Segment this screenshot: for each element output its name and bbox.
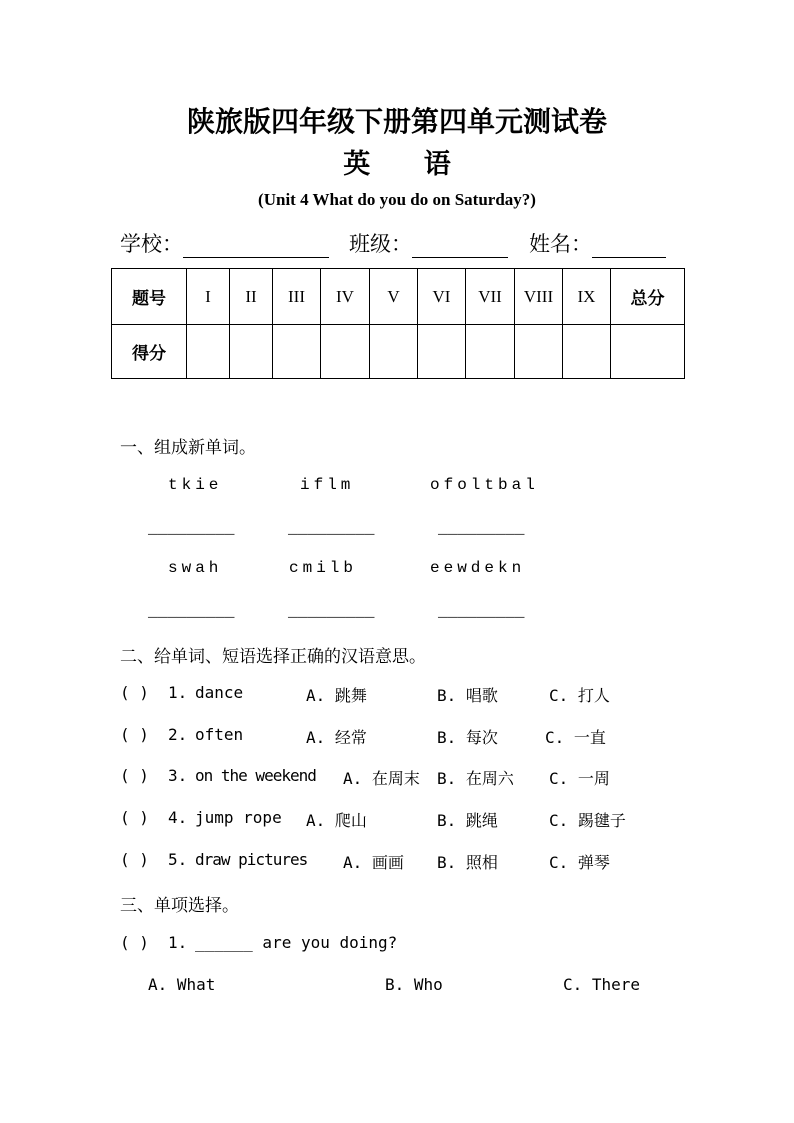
answer-blank[interactable]: _________: [438, 603, 525, 621]
score-cell[interactable]: [466, 325, 515, 379]
name-field: [529, 228, 666, 258]
scrambled-word: swah: [168, 559, 223, 577]
option-b: B. 唱歌: [437, 686, 498, 705]
option-b: B. 跳绳: [437, 811, 498, 830]
option-a: A. 画画: [343, 853, 404, 872]
score-cell[interactable]: [515, 325, 563, 379]
option-a: A. 在周末: [343, 769, 420, 788]
page-title: 陕旅版四年级下册第四单元测试卷: [186, 105, 607, 138]
class-field: [349, 228, 508, 258]
col-6: VI: [418, 269, 466, 325]
col-9: IX: [563, 269, 611, 325]
section2-heading: 二、给单词、短语选择正确的汉语意思。: [120, 647, 426, 667]
question-number: 5.: [168, 850, 188, 869]
score-table: [111, 268, 685, 379]
subject-char-2: 语: [423, 149, 451, 180]
question-word: on the weekend: [195, 766, 316, 785]
col-1: I: [187, 269, 230, 325]
question-word: dance: [195, 683, 244, 702]
option-b: B. 在周六: [437, 769, 514, 788]
section3-heading: 三、单项选择。: [120, 896, 239, 916]
option-a: A. What: [148, 975, 216, 994]
score-value-row: [112, 325, 685, 379]
answer-paren[interactable]: ( ): [120, 808, 149, 827]
option-c: C. 打人: [549, 686, 610, 705]
option-b: B. 照相: [437, 853, 498, 872]
question-text: ______ are you doing?: [195, 933, 398, 952]
answer-paren[interactable]: ( ): [120, 725, 149, 744]
scrambled-word: iflm: [300, 476, 355, 494]
col-5: V: [370, 269, 418, 325]
school-field: [120, 228, 329, 258]
scrambled-word: ofoltbal: [430, 476, 539, 494]
score-cell[interactable]: [230, 325, 273, 379]
score-cell-total[interactable]: [611, 325, 685, 379]
row-label-score: 得分: [112, 325, 187, 379]
answer-paren[interactable]: ( ): [120, 933, 149, 952]
question-number: 1.: [168, 683, 188, 702]
col-4: IV: [321, 269, 370, 325]
option-c: C. 一直: [545, 728, 606, 747]
scrambled-word: tkie: [168, 476, 223, 494]
option-c: C. 踢毽子: [549, 811, 626, 830]
answer-paren[interactable]: ( ): [120, 850, 149, 869]
school-blank[interactable]: [183, 235, 329, 258]
question-number: 1.: [168, 933, 188, 952]
score-header-row: [112, 269, 685, 325]
section1-heading: 一、组成新单词。: [120, 438, 256, 458]
class-blank[interactable]: [412, 235, 508, 258]
answer-blank[interactable]: _________: [288, 603, 375, 621]
question-word: often: [195, 725, 244, 744]
question-number: 2.: [168, 725, 188, 744]
subject-title: [0, 142, 794, 181]
option-a: A. 经常: [306, 728, 367, 747]
answer-blank[interactable]: _________: [438, 520, 525, 538]
option-c: C. 弹琴: [549, 853, 610, 872]
question-word: draw pictures: [195, 850, 308, 869]
name-blank[interactable]: [592, 235, 666, 258]
scrambled-word: cmilb: [289, 559, 358, 577]
answer-paren[interactable]: ( ): [120, 766, 149, 785]
score-cell[interactable]: [273, 325, 321, 379]
option-b: B. 每次: [437, 728, 498, 747]
option-c: C. There: [563, 975, 641, 994]
option-b: B. Who: [385, 975, 443, 994]
name-label: 姓名：: [529, 232, 592, 256]
col-total: 总分: [611, 269, 685, 325]
scrambled-word: eewdekn: [430, 559, 526, 577]
option-a: A. 跳舞: [306, 686, 367, 705]
score-cell[interactable]: [321, 325, 370, 379]
col-2: II: [230, 269, 273, 325]
unit-subtitle: (Unit 4 What do you do on Saturday?): [258, 190, 536, 209]
score-cell[interactable]: [418, 325, 466, 379]
subject-char-1: 英: [343, 149, 371, 180]
answer-blank[interactable]: _________: [148, 603, 235, 621]
col-7: VII: [466, 269, 515, 325]
col-8: VIII: [515, 269, 563, 325]
question-word: jump rope: [195, 808, 282, 827]
class-label: 班级：: [349, 232, 412, 256]
score-cell[interactable]: [563, 325, 611, 379]
score-cell[interactable]: [187, 325, 230, 379]
question-number: 4.: [168, 808, 188, 827]
col-3: III: [273, 269, 321, 325]
answer-blank[interactable]: _________: [148, 520, 235, 538]
option-a: A. 爬山: [306, 811, 367, 830]
row-label-question: 题号: [112, 269, 187, 325]
option-c: C. 一周: [549, 769, 610, 788]
question-number: 3.: [168, 766, 188, 785]
score-cell[interactable]: [370, 325, 418, 379]
school-label: 学校：: [120, 232, 183, 256]
answer-blank[interactable]: _________: [288, 520, 375, 538]
answer-paren[interactable]: ( ): [120, 683, 149, 702]
